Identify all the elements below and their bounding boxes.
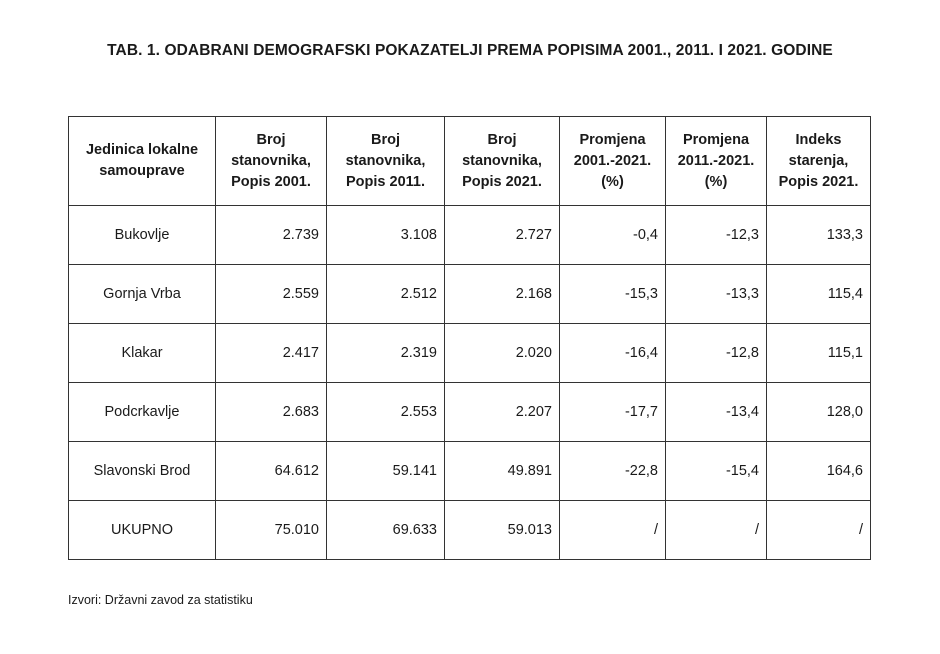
table-cell: 115,4 <box>767 265 871 324</box>
table-cell: 2.683 <box>216 383 327 442</box>
source-note: Izvori: Državni zavod za statistiku <box>68 593 253 607</box>
table-cell: 2.207 <box>445 383 560 442</box>
table-cell: -15,3 <box>560 265 666 324</box>
table-row <box>69 442 871 501</box>
column-header: Promjena 2011.-2021. (%) <box>666 117 767 206</box>
table-cell: 133,3 <box>767 206 871 265</box>
table-cell: 164,6 <box>767 442 871 501</box>
column-header: Indeks starenja, Popis 2021. <box>767 117 871 206</box>
column-header: Broj stanovnika, Popis 2001. <box>216 117 327 206</box>
municipality-cell: Podcrkavlje <box>69 383 216 442</box>
column-header: Promjena 2001.-2021. (%) <box>560 117 666 206</box>
table-cell: -22,8 <box>560 442 666 501</box>
table-row <box>69 383 871 442</box>
table-cell: 128,0 <box>767 383 871 442</box>
municipality-cell: Klakar <box>69 324 216 383</box>
table-cell: 2.020 <box>445 324 560 383</box>
table-cell: 59.141 <box>327 442 445 501</box>
table-cell: 115,1 <box>767 324 871 383</box>
table-cell: -16,4 <box>560 324 666 383</box>
table-cell: 2.559 <box>216 265 327 324</box>
table-cell: 2.319 <box>327 324 445 383</box>
table-cell: 75.010 <box>216 501 327 560</box>
table-row <box>69 265 871 324</box>
table-cell: 2.553 <box>327 383 445 442</box>
municipality-cell: Bukovlje <box>69 206 216 265</box>
table-row <box>69 206 871 265</box>
table-cell: / <box>560 501 666 560</box>
table-cell: 69.633 <box>327 501 445 560</box>
table-cell: 2.512 <box>327 265 445 324</box>
table-cell: 2.739 <box>216 206 327 265</box>
table-cell: -17,7 <box>560 383 666 442</box>
table-cell: -0,4 <box>560 206 666 265</box>
table-cell: -12,3 <box>666 206 767 265</box>
header-row <box>69 117 871 206</box>
municipality-cell: Slavonski Brod <box>69 442 216 501</box>
table-row <box>69 324 871 383</box>
column-header: Jedinica lokalne samouprave <box>69 117 216 206</box>
table-cell: 2.168 <box>445 265 560 324</box>
demographic-table <box>68 116 871 560</box>
column-header: Broj stanovnika, Popis 2011. <box>327 117 445 206</box>
table-cell: -13,3 <box>666 265 767 324</box>
municipality-cell: UKUPNO <box>69 501 216 560</box>
table-title: TAB. 1. ODABRANI DEMOGRAFSKI POKAZATELJI PREMA POPISIMA 2001., 2011. I 2021. GODINE <box>107 42 833 59</box>
column-header: Broj stanovnika, Popis 2021. <box>445 117 560 206</box>
municipality-cell: Gornja Vrba <box>69 265 216 324</box>
table-cell: -13,4 <box>666 383 767 442</box>
table-cell: 49.891 <box>445 442 560 501</box>
table-cell: / <box>767 501 871 560</box>
table-cell: 64.612 <box>216 442 327 501</box>
table-cell: / <box>666 501 767 560</box>
table-cell: 3.108 <box>327 206 445 265</box>
table-cell: 2.417 <box>216 324 327 383</box>
table-cell: -15,4 <box>666 442 767 501</box>
table-row-total <box>69 501 871 560</box>
table-cell: 59.013 <box>445 501 560 560</box>
table-cell: -12,8 <box>666 324 767 383</box>
table-cell: 2.727 <box>445 206 560 265</box>
